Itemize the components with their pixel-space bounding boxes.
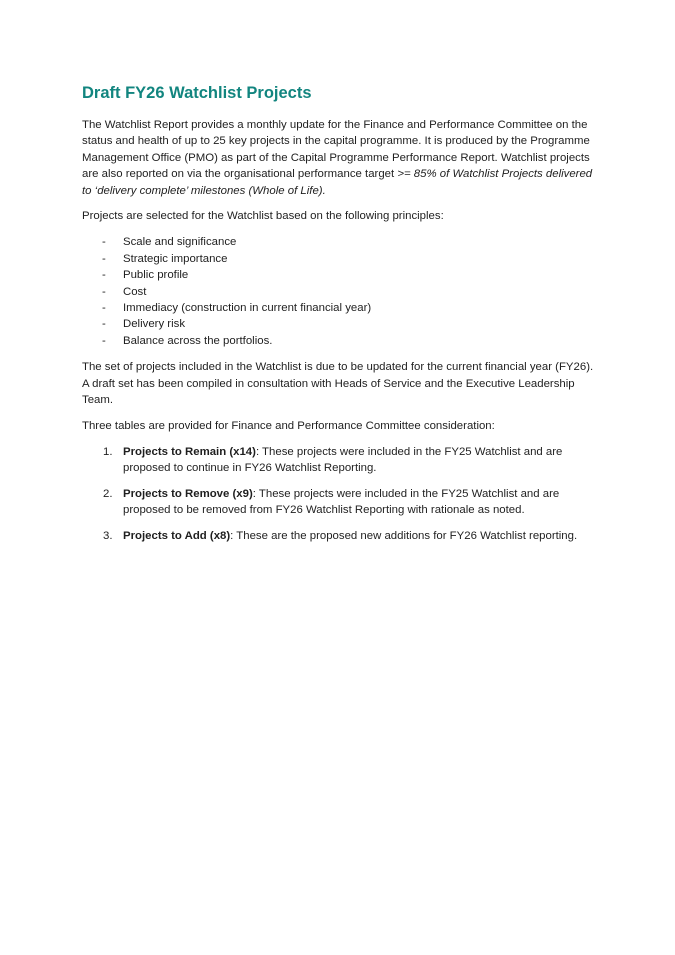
list-number: 1. xyxy=(103,445,113,458)
bullet-dash: - xyxy=(102,285,106,298)
page-title: Draft FY26 Watchlist Projects xyxy=(82,84,312,102)
bullet-dash: - xyxy=(102,252,106,265)
list-item: - Delivery risk xyxy=(82,316,597,332)
list-item: - Strategic importance xyxy=(82,251,597,267)
principles-intro: Projects are selected for the Watchlist based on the following principles: xyxy=(82,210,444,223)
list-item: 1. Projects to Remain (x14): These projects were included in the FY25 Watchlist and are proposed to continue in FY26 Watchlist Reporting. xyxy=(103,445,563,475)
document-page xyxy=(82,82,597,553)
table-label: Projects to Add (x8) xyxy=(123,529,231,542)
table-label: Projects to Remain (x14) xyxy=(123,445,256,458)
tables-intro: Three tables are provided for Finance and Performance Committee consideration: xyxy=(82,419,495,432)
bullet-dash: - xyxy=(102,302,106,315)
intro-paragraph xyxy=(82,117,597,199)
intro-text: The Watchlist Report provides a monthly update for the Finance and Performance Committee on the status and health of up to 25 key projects in the capital programme. It is produced by the Programme Management Office (PMO) as part of the Capital Programme Performance Report. Watchlist projects are also reported on via the organisational performance target xyxy=(82,119,590,181)
bullet-dash: - xyxy=(102,334,106,347)
bullet-dash: - xyxy=(102,269,106,282)
bullet-dash: - xyxy=(102,236,106,249)
list-item: - Public profile xyxy=(82,267,597,283)
bullet-dash: - xyxy=(102,318,106,331)
list-number: 2. xyxy=(103,487,113,500)
principles-list xyxy=(82,234,597,349)
performance-target-text: >= 85% of Watchlist Projects delivered to ‘delivery complete’ milestones (Whole of Life). xyxy=(82,168,593,197)
tables-list xyxy=(82,444,597,544)
list-item: - Scale and significance xyxy=(82,234,597,250)
list-item: 2. Projects to Remove (x9): These projects were included in the FY25 Watchlist and are proposed to be removed from FY26 Watchlist Reporting with rationale as noted. xyxy=(103,487,560,517)
list-item: - Cost xyxy=(82,284,597,300)
list-item: - Balance across the portfolios. xyxy=(82,333,597,349)
list-item: - Immediacy (construction in current financial year) xyxy=(82,300,597,316)
list-number: 3. xyxy=(103,529,113,542)
list-item: 3. Projects to Add (x8): These are the proposed new additions for FY26 Watchlist reporting. xyxy=(82,528,597,544)
table-label: Projects to Remove (x9) xyxy=(123,487,253,500)
watchlist-update-paragraph: The set of projects included in the Watchlist is due to be updated for the current financial year (FY26). A draft set has been compiled in consultation with Heads of Service and the Executive Leadership Team. xyxy=(82,361,594,407)
